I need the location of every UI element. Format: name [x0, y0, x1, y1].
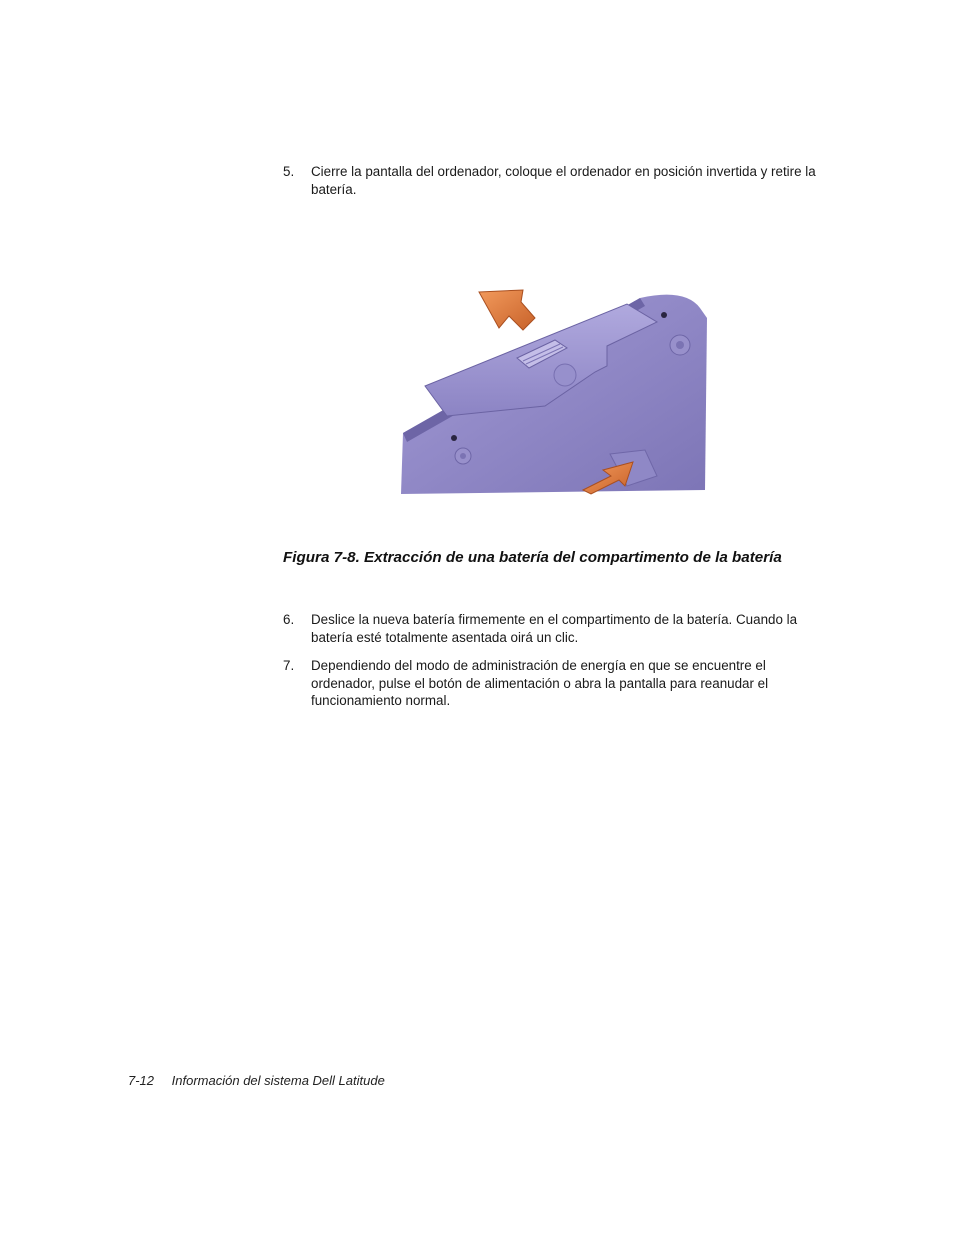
page-number: 7-12 [128, 1073, 155, 1088]
step-5 [283, 163, 818, 198]
figure-caption: Figura 7-8. Extracción de una batería del compartimento de la batería [283, 549, 782, 566]
arrow-icon [479, 290, 535, 330]
step-text: Dependiendo del modo de administración de energía en que se encuentre el ordenador, pulse el botón de alimentación o abra la pantalla para reanudar el funcionamiento normal. [311, 658, 769, 709]
step-7 [283, 657, 818, 710]
step-number: 6. [283, 612, 295, 627]
step-6 [283, 611, 818, 646]
step-text: Cierre la pantalla del ordenador, coloque el ordenador en posición invertida y retire la batería. [311, 164, 816, 197]
step-text: Deslice la nueva batería firmemente en el compartimento de la batería. Cuando la batería esté totalmente asentada oirá un clic. [311, 612, 798, 645]
footer-title: Información del sistema Dell Latitude [171, 1073, 385, 1088]
battery-removal-illustration [395, 258, 715, 498]
page-footer [128, 1073, 385, 1088]
step-number: 7. [283, 658, 295, 673]
step-number: 5. [283, 164, 295, 179]
